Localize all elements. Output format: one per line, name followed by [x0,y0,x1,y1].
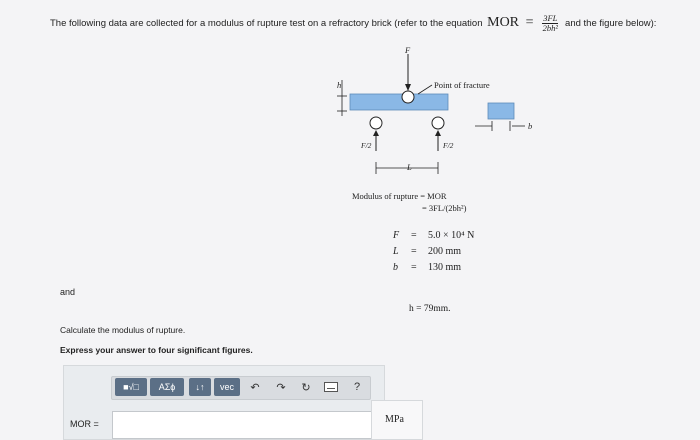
calc-prompt: Calculate the modulus of rupture. [60,325,186,335]
force-label: F [405,45,411,55]
brick-beam [350,94,448,110]
value-f: 5.0 × 10⁴ N [428,230,475,241]
value-symbol-f: F [393,230,400,241]
arrows-label: ↓↑ [195,382,205,392]
right-reaction-arrowhead [435,130,441,136]
value-symbol-b: b [393,262,398,273]
mor-answer-input[interactable] [112,411,374,439]
greek-symbols-button[interactable] [150,378,184,396]
value-b: 130 mm [428,262,462,273]
equation-fraction [542,14,558,33]
keyboard-glyph [324,382,338,392]
equation-denominator: 2bh² [542,23,558,33]
fracture-label: Point of fracture [434,80,490,90]
b-label: b [528,121,533,131]
express-prompt: Express your answer to four significant figures. [60,345,253,355]
help-button[interactable] [348,378,366,396]
value-eq-f: = [411,230,417,241]
greek-symbols-label: AΣϕ [158,382,176,392]
value-l: 200 mm [428,246,462,257]
reset-icon[interactable]: ↻ [301,381,311,394]
question-intro: The following data are collected for a modulus of rupture test on a refractory brick (refer to the equation [50,18,483,30]
redo-icon[interactable]: ↷ [276,381,286,394]
formula-line-1: Modulus of rupture = MOR [352,191,447,201]
equation-equals: = [525,15,534,31]
answer-label: MOR = [70,419,99,429]
left-reaction-arrowhead [373,130,379,136]
templates-label: ■√□ [123,382,139,392]
vector-button[interactable] [214,378,240,396]
undo-icon[interactable]: ↶ [250,381,260,394]
formula-line-2: = 3FL/(2bh²) [422,203,467,213]
vec-label: vec [219,382,234,392]
equation-numerator: 3FL [543,13,558,23]
help-label: ? [353,381,361,393]
value-symbol-l: L [393,246,399,257]
fracture-leader [418,85,432,94]
unit-label: MPa [385,414,404,425]
left-support-roller [370,117,382,129]
right-support-roller [432,117,444,129]
half-force-right-label: F/2 [443,141,454,150]
value-eq-b: = [411,262,417,273]
h-label: h [337,80,342,90]
load-roller [402,91,414,103]
keyboard-icon[interactable] [322,378,340,396]
h-value: h = 79mm. [409,304,451,314]
cross-section [488,103,514,119]
span-label: L [407,162,412,172]
half-force-left-label: F/2 [361,141,372,150]
force-arrowhead [405,84,411,91]
and-label: and [60,287,76,297]
question-outro: and the figure below): [565,18,657,30]
equation-lhs: MOR [487,15,520,31]
value-eq-l: = [411,246,417,257]
subscript-superscript-button[interactable] [189,378,211,396]
question-text [50,14,656,33]
templates-button[interactable] [115,378,147,396]
